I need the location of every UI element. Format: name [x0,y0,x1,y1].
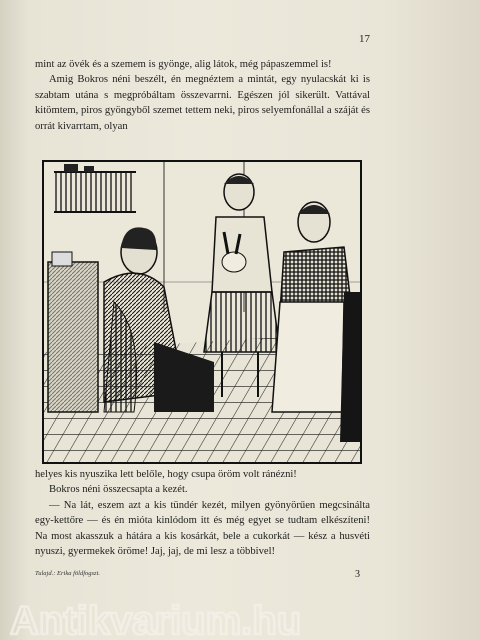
svg-text:Antikvarium.hu: Antikvarium.hu [10,599,302,640]
watermark [10,598,480,640]
watermark-logo [10,598,480,640]
printer-note: Tulajd.: Erika földfogszt. [35,570,101,577]
paragraph: — Na lát, eszem azt a kis tündér kezét, milyen gyönyörűen megcsinálta egy-kettőre — és én mióta kinlódom itt és még egyet se tudtam elkészíteni! Na most akasszuk a hátára a kis kosárkát, bele a cukorkát — kész a husvéti nyuszi, gyermekek öröme! Jaj, jaj, de mi lesz a többivel! [35,499,370,558]
paragraph: Amig Bokros néni beszélt, én megnéztem a mintát, egy nyulacskát ki is szabtam utána s megpróbáltam összevarrni. Egészen jól sikerült. Vattával kitömtem, piros gyöngyből szemet tettem neki, piros selyemfonállal a száját és orrát kivarrtam, olyan [35,74,370,132]
bottom-text-block [35,467,370,559]
illustration [42,160,362,464]
page-number: 17 [359,33,370,45]
paragraph: Bokros néni összecsapta a kezét. [49,484,188,496]
signature-mark: 3 [355,569,360,580]
woodcut-illustration [44,162,360,462]
top-text-block [35,57,370,134]
paragraph: helyes kis nyuszika lett belőle, hogy csupa öröm volt ránézni! [35,469,297,480]
paragraph: mint az övék és a szemem is gyönge, alig látok, még pápaszemmel is! [35,59,332,70]
